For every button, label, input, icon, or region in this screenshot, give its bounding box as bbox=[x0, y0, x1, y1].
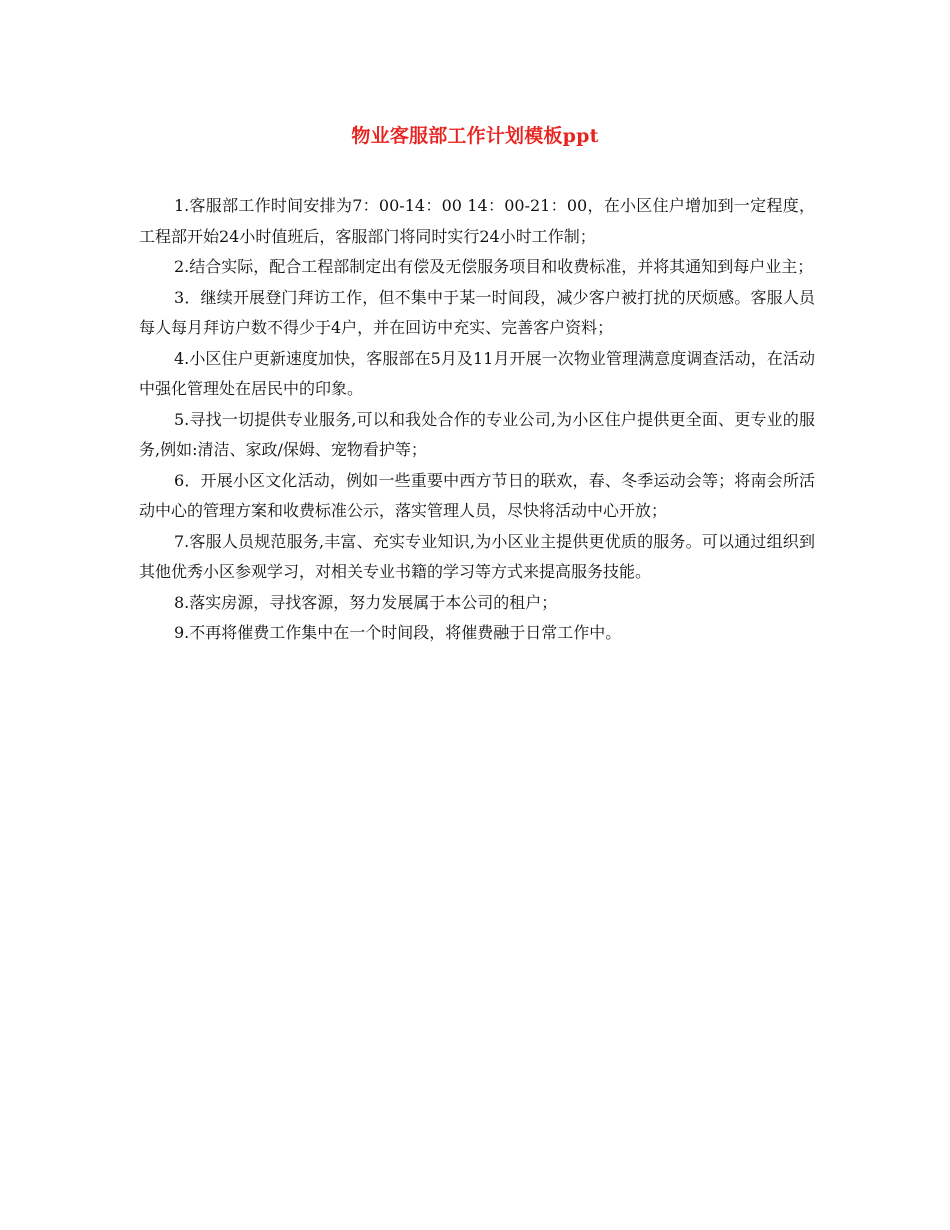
paragraph-item-4: 4.小区住户更新速度加快，客服部在5月及11月开展一次物业管理满意度调查活动，在活动中强化管理处在居民中的印象。 bbox=[139, 348, 815, 398]
paragraph-item-5: 5.寻找一切提供专业服务,可以和我处合作的专业公司,为小区住户提供更全面、更专业的服务,例如:清洁、家政/保姆、宠物看护等； bbox=[139, 409, 815, 459]
paragraph-item-8: 8.落实房源，寻找客源，努力发展属于本公司的租户； bbox=[174, 592, 558, 612]
paragraph-item-1: 1.客服部工作时间安排为7：00-14：00 14：00-21：00，在小区住户增加到一定程度，工程部开始24小时值班后，客服部门将同时实行24小时工作制； bbox=[139, 196, 815, 246]
paragraph-item-6: 6．开展小区文化活动，例如一些重要中西方节日的联欢，春、冬季运动会等；将南会所活动中心的管理方案和收费标准公示，落实管理人员，尽快将活动中心开放； bbox=[139, 470, 815, 520]
paragraph-item-3: 3．继续开展登门拜访工作，但不集中于某一时间段，减少客户被打扰的厌烦感。客服人员每人每月拜访户数不得少于4户，并在回访中充实、完善客户资料； bbox=[139, 287, 815, 337]
paragraph-item-7: 7.客服人员规范服务,丰富、充实专业知识,为小区业主提供更优质的服务。可以通过组织到其他优秀小区参观学习，对相关专业书籍的学习等方式来提高服务技能。 bbox=[139, 531, 815, 581]
document-body bbox=[139, 191, 815, 649]
document-title: 物业客服部工作计划模板ppt bbox=[351, 125, 599, 147]
paragraph-item-2: 2.结合实际，配合工程部制定出有偿及无偿服务项目和收费标准，并将其通知到每户业主； bbox=[174, 257, 814, 276]
paragraph-item-9: 9.不再将催费工作集中在一个时间段，将催费融于日常工作中。 bbox=[174, 623, 622, 642]
